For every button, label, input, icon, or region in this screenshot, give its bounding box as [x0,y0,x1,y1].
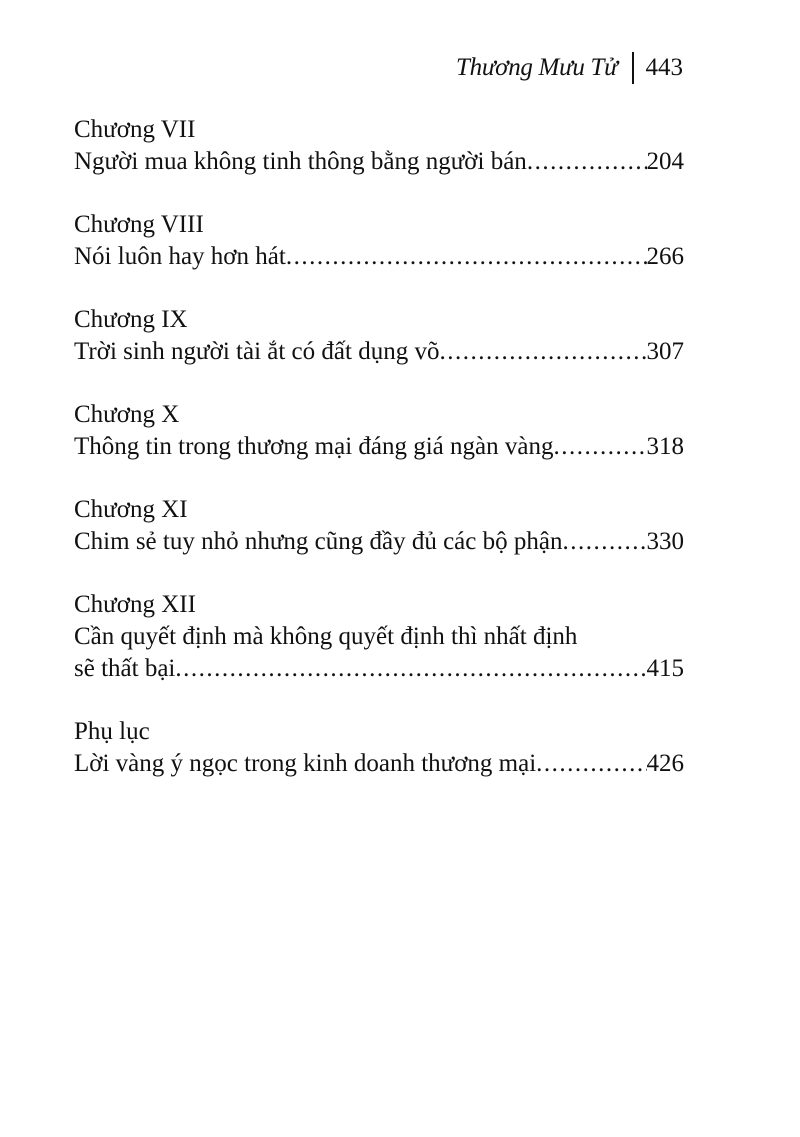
page-ref: 204 [646,148,684,175]
toc-line[interactable] [74,146,684,178]
toc-line[interactable] [74,431,684,463]
toc-line[interactable] [74,336,684,368]
page-ref: 318 [646,433,684,460]
page-number: 443 [645,54,683,81]
page-ref: 330 [646,528,684,555]
page-ref: 415 [646,655,684,682]
chapter-title: Người mua không tinh thông bằng người bán [74,148,527,175]
chapter-title: Chim sẻ tuy nhỏ nhưng cũng đầy đủ các bộ phận [74,528,563,555]
toc-line[interactable] [74,241,684,273]
page-ref: 307 [646,338,684,365]
dot-leader [175,653,646,685]
running-head [456,50,683,86]
chapter-label: Chương XII [74,591,196,618]
chapter-label: Chương X [74,401,180,428]
chapter-label: Chương VII [74,116,196,143]
toc-entry-appendix [74,716,684,780]
dot-leader [553,431,646,463]
chapter-title: sẽ thất bại [74,655,176,682]
toc-entry-chapter-9 [74,304,684,368]
chapter-label: Phụ lục [74,718,150,745]
toc-entry-chapter-8 [74,209,684,273]
chapter-title: Lời vàng ý ngọc trong kinh doanh thương mại [74,750,537,777]
chapter-title-line-1: Cần quyết định mà không quyết định thì nhất định [74,623,578,650]
dot-leader [286,241,647,273]
chapter-label: Chương IX [74,306,188,333]
toc-entry-chapter-7 [74,114,684,178]
chapter-title: Nói luôn hay hơn hát [74,243,286,270]
dot-leader [536,748,646,780]
dot-leader [562,526,646,558]
chapter-title: Trời sinh người tài ắt có đất dụng võ [74,338,440,365]
toc-line[interactable] [74,748,684,780]
chapter-label: Chương XI [74,496,188,523]
table-of-contents [74,114,684,811]
toc-entry-chapter-12 [74,589,684,685]
running-title: Thương Mưu Tử [456,54,618,81]
toc-entry-chapter-11 [74,494,684,558]
toc-line[interactable] [74,653,684,685]
header-divider [632,52,634,84]
toc-entry-chapter-10 [74,399,684,463]
dot-leader [527,146,647,178]
dot-leader [439,336,646,368]
chapter-label: Chương VIII [74,211,204,238]
page-ref: 266 [646,243,684,270]
toc-line[interactable] [74,526,684,558]
page-ref: 426 [646,750,684,777]
chapter-title: Thông tin trong thương mại đáng giá ngàn vàng [74,433,554,460]
